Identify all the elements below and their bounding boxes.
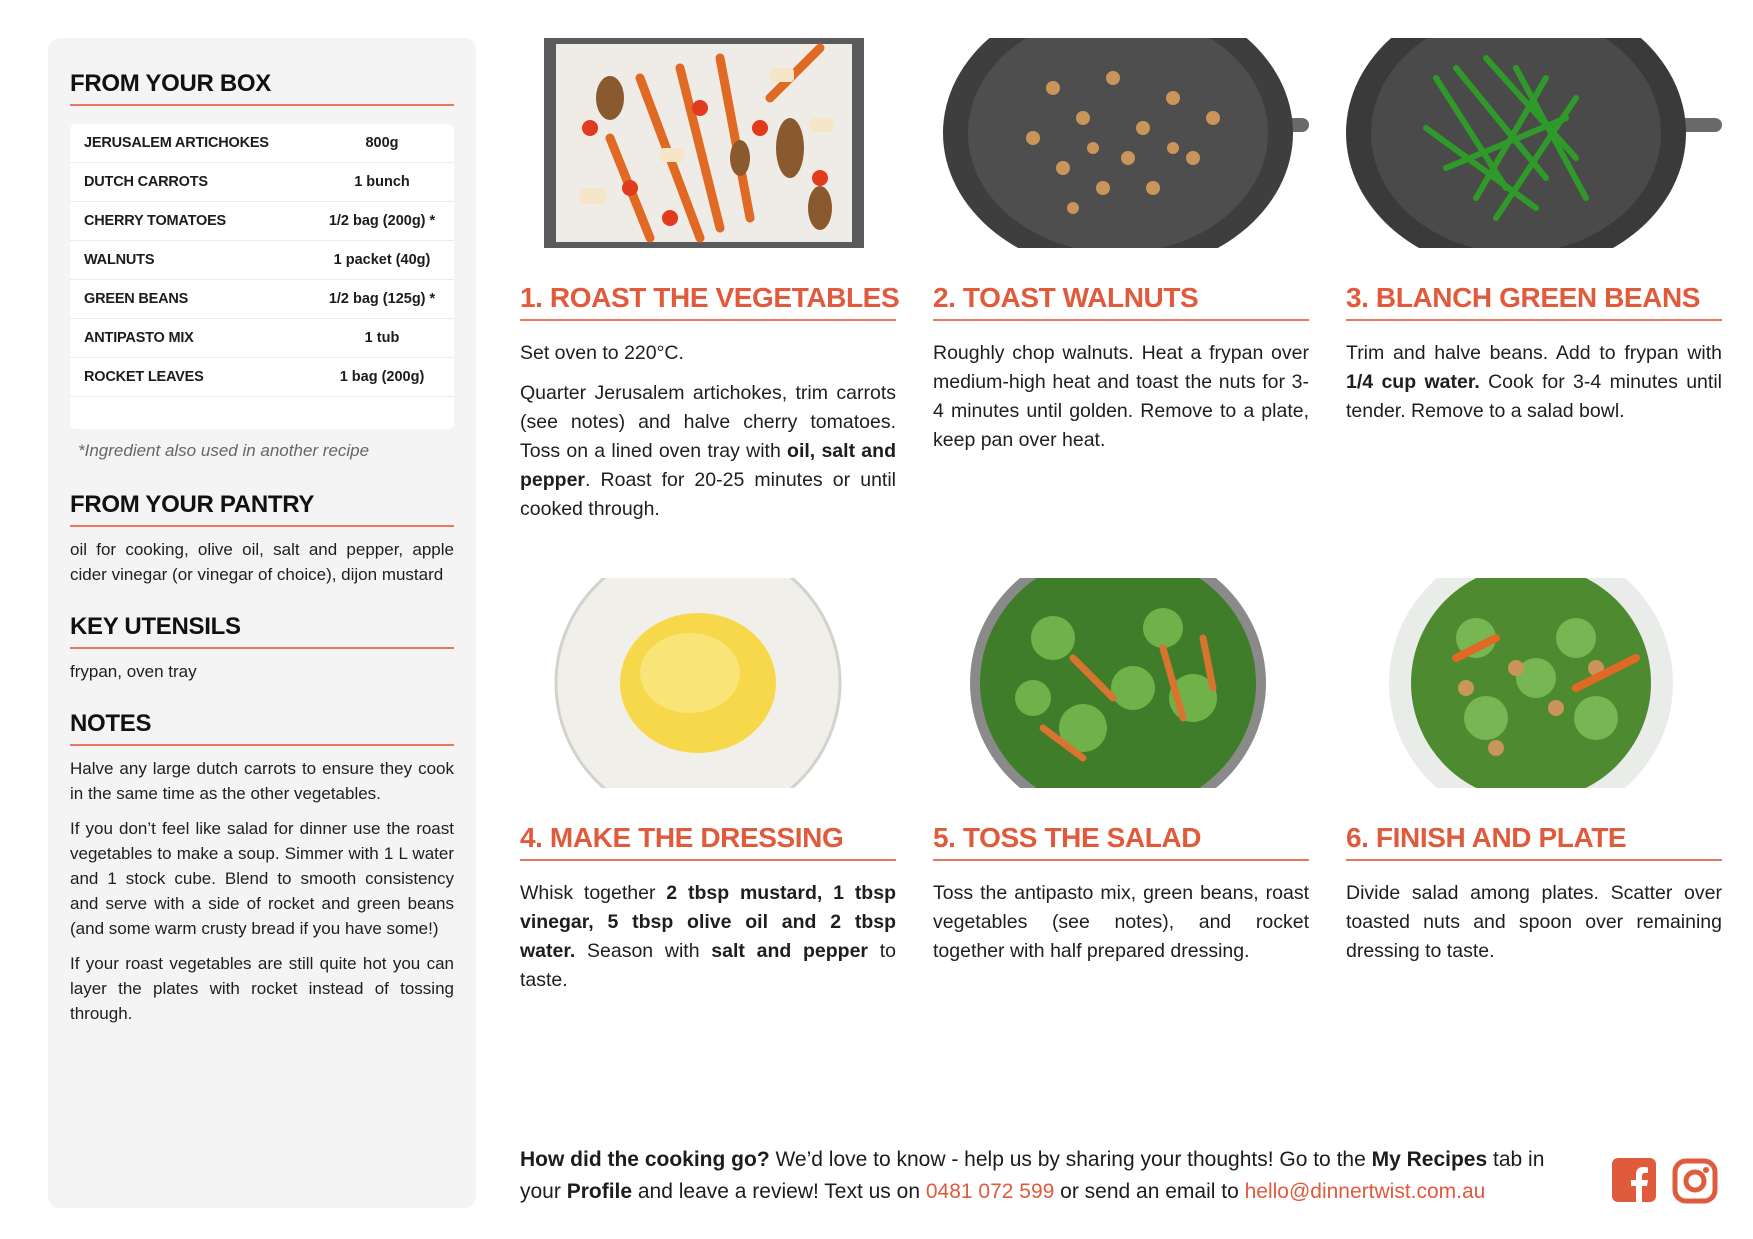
step-3-p1 [1346, 339, 1722, 426]
footer-text: and leave a review! Text us on [632, 1180, 926, 1203]
text-span: Quarter Jerusalem artichokes, trim carrots (see notes) and halve cherry tomatoes. Toss on a lined oven tray with [520, 382, 896, 462]
ingredient-row [70, 124, 454, 163]
text-span: . Roast for 20-25 minutes or until cooked through. [520, 469, 896, 520]
phone-link[interactable]: 0481 072 599 [925, 1180, 1055, 1203]
utensils-text: frypan, oven tray [70, 662, 197, 681]
step-1-photo [520, 38, 896, 248]
step-6-text [1346, 879, 1722, 966]
bold-span: oil, salt and pepper [520, 440, 896, 491]
ingredient-row [70, 163, 454, 202]
bold-span: 1/4 cup water. [1346, 371, 1480, 393]
step-3 [1346, 38, 1722, 437]
step-1 [520, 38, 900, 535]
step-2-text [933, 339, 1309, 455]
step-6-p1: Divide salad among plates. Scatter over toasted nuts and spoon over remaining dressing to taste. [1346, 882, 1722, 962]
ingredients-table [70, 124, 454, 429]
step-5-p1: Toss the antipasto mix, green beans, roast vegetables (see notes), and rocket together with half prepared dressing. [933, 882, 1309, 962]
from-your-box-title: FROM YOUR BOX [70, 70, 454, 106]
ingredient-name: CHERRY TOMATOES [84, 213, 227, 229]
notes-text [70, 756, 454, 1026]
step-4-text [520, 879, 896, 995]
instagram-icon[interactable] [1672, 1158, 1718, 1204]
step-4-p1 [520, 879, 896, 995]
step-3-title: 3. BLANCH GREEN BEANS [1346, 282, 1722, 321]
step-1-p2 [520, 379, 896, 524]
step-3-photo [1346, 38, 1722, 248]
ingredient-row [70, 280, 454, 319]
footer-text: tab in your [520, 1148, 1545, 1203]
bold-span: 2 tbsp mustard, 1 tbsp vinegar, 5 tbsp olive oil and 2 tbsp water. [520, 882, 896, 962]
step-5 [933, 578, 1309, 977]
ingredient-name: ROCKET LEAVES [84, 369, 204, 385]
footer-text: or send an email to [1054, 1180, 1245, 1203]
step-5-photo [933, 578, 1309, 788]
step-4 [520, 578, 896, 1006]
ingredient-qty: 800g [365, 135, 399, 151]
ingredient-row [70, 358, 454, 397]
ingredient-qty: 1 packet (40g) [333, 252, 431, 268]
step-4-title: 4. MAKE THE DRESSING [520, 822, 896, 861]
pantry-title: FROM YOUR PANTRY [70, 491, 454, 527]
ingredient-qty: 1 bunch [354, 174, 410, 190]
ingredient-qty: 1/2 bag (125g) * [328, 291, 436, 307]
footer-bold: How did the cooking go? [520, 1148, 770, 1171]
step-1-title: 1. ROAST THE VEGETABLES [520, 282, 896, 321]
ingredient-row [70, 241, 454, 280]
text-span: to taste. [520, 940, 896, 991]
step-1-p1: Set oven to 220°C. [520, 342, 684, 364]
step-2-photo [933, 38, 1309, 248]
ingredient-qty: 1 tub [364, 330, 400, 346]
notes-title: NOTES [70, 710, 454, 746]
step-4-photo [520, 578, 896, 788]
ingredient-name: DUTCH CARROTS [84, 174, 208, 190]
text-span: Season with [575, 940, 712, 962]
ingredient-footnote: *Ingredient also used in another recipe [78, 441, 370, 460]
bold-span: salt and pepper [711, 940, 869, 962]
ingredients-sidebar [48, 38, 476, 1208]
pantry-text: oil for cooking, olive oil, salt and pepper, apple cider vinegar (or vinegar of choice), dijon mustard [70, 540, 454, 584]
step-6-photo [1346, 578, 1722, 788]
note-paragraph: Halve any large dutch carrots to ensure they cook in the same time as the other vegetables. [70, 759, 454, 803]
my-recipes-label: My Recipes [1371, 1148, 1488, 1171]
step-2-p1: Roughly chop walnuts. Heat a frypan over medium-high heat and toast the nuts for 3-4 minutes until golden. Remove to a plate, keep pan over heat. [933, 342, 1309, 451]
step-1-text [520, 339, 896, 524]
ingredient-row [70, 319, 454, 358]
text-span: Cook for 3-4 minutes until tender. Remove to a salad bowl. [1346, 371, 1722, 422]
email-link[interactable]: hello@dinnertwist.com.au [1244, 1180, 1486, 1203]
ingredient-qty: 1/2 bag (200g) * [328, 213, 436, 229]
text-span: Trim and halve beans. Add to frypan with [1346, 342, 1722, 364]
step-5-title: 5. TOSS THE SALAD [933, 822, 1309, 861]
ingredient-name: JERUSALEM ARTICHOKES [84, 135, 269, 151]
note-paragraph: If your roast vegetables are still quite hot you can layer the plates with rocket instead of tossing through. [70, 954, 454, 1023]
ingredient-row [70, 202, 454, 241]
feedback-footer [520, 1144, 1580, 1208]
ingredient-name: WALNUTS [84, 252, 155, 268]
note-paragraph: If you don’t feel like salad for dinner use the roast vegetables to make a soup. Simmer with 1 L water and 1 stock cube. Blend to smooth consistency and serve with a side of rocket and green beans (and some warm crusty bread if you have some!) [70, 819, 454, 938]
footer-text: We’d love to know - help us by sharing your thoughts! Go to the [769, 1148, 1372, 1171]
utensils-title: KEY UTENSILS [70, 613, 454, 649]
step-3-text [1346, 339, 1722, 426]
ingredient-name: ANTIPASTO MIX [84, 330, 194, 346]
facebook-icon[interactable] [1612, 1158, 1656, 1202]
ingredient-qty: 1 bag (200g) [339, 369, 425, 385]
profile-label: Profile [566, 1180, 633, 1203]
step-2 [933, 38, 1309, 466]
step-6 [1346, 578, 1722, 977]
step-6-title: 6. FINISH AND PLATE [1346, 822, 1722, 861]
ingredient-name: GREEN BEANS [84, 291, 189, 307]
step-2-title: 2. TOAST WALNUTS [933, 282, 1309, 321]
text-span: Whisk together [520, 882, 667, 904]
step-5-text [933, 879, 1309, 966]
